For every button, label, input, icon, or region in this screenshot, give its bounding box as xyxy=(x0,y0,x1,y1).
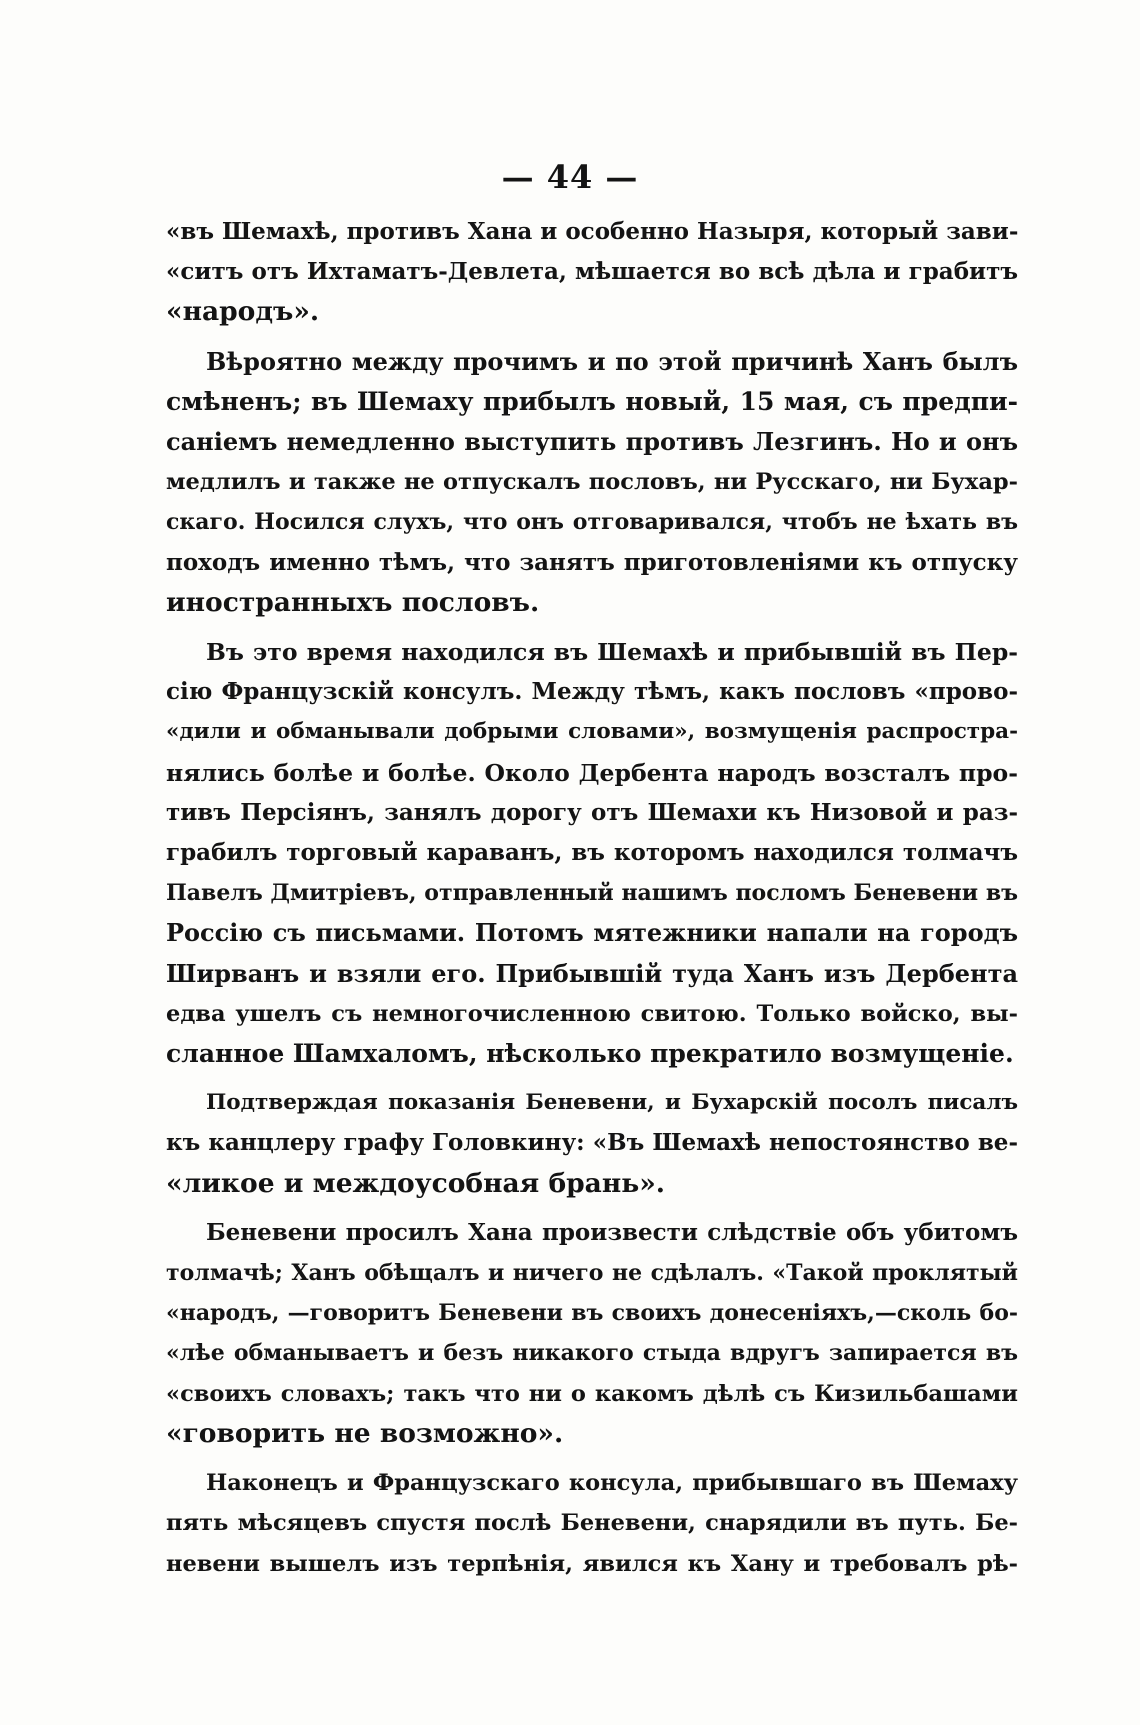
text-line: саніемъ немедленно выступить противъ Лезгинъ. Но и онъ xyxy=(166,427,1018,457)
text-line: тивъ Персіянъ, занялъ дорогу отъ Шемахи къ Низовой и раз- xyxy=(166,798,1018,826)
text-line: «народъ, —говоритъ Беневени въ своихъ донесеніяхъ,—сколь бо- xyxy=(166,1300,1018,1327)
text-line: нялись болѣе и болѣе. Около Дербента народъ возсталъ про- xyxy=(166,758,1018,787)
text-line: Наконецъ и Французскаго консула, прибывшаго въ Шемаху xyxy=(206,1470,1018,1497)
text-line: толмачѣ; Ханъ обѣщалъ и ничего не сдѣлалъ. «Такой проклятый xyxy=(166,1260,1018,1287)
text-line: Россію съ письмами. Потомъ мятежники напали на городъ xyxy=(166,918,1018,948)
paragraph-6 xyxy=(166,1463,1018,1584)
page-number: — 44 — xyxy=(501,158,639,196)
text-line: «ликое и междоусобная брань». xyxy=(166,1167,666,1199)
text-line: Подтверждая показанія Беневени, и Бухарскій посолъ писалъ xyxy=(206,1090,1018,1116)
text-line: «лѣе обманываетъ и безъ никакого стыда вдругъ запирается въ xyxy=(166,1340,1018,1367)
text-line: «ситъ отъ Ихтаматъ-Девлета, мѣшается во всѣ дѣла и грабитъ xyxy=(166,258,1018,286)
text-line: пять мѣсяцевъ спустя послѣ Беневени, снарядили въ путь. Бе- xyxy=(166,1510,1018,1537)
text-line: Беневени просилъ Хана произвести слѣдствіе объ убитомъ xyxy=(206,1218,1018,1246)
text-line: походъ именно тѣмъ, что занятъ приготовленіями къ отпуску xyxy=(166,548,1018,576)
text-line: сію Французскій консулъ. Между тѣмъ, какъ пословъ «прово- xyxy=(166,678,1018,706)
paragraph-2 xyxy=(166,342,1018,623)
text-line: къ канцлеру графу Головкину: «Въ Шемахѣ непостоянство ве- xyxy=(166,1129,1018,1157)
text-line: «говорить не возможно». xyxy=(166,1417,564,1449)
text-line: грабилъ торговый караванъ, въ которомъ находился толмачъ xyxy=(166,839,1018,867)
text-line: смѣненъ; въ Шемаху прибылъ новый, 15 мая, съ предпи- xyxy=(166,386,1018,416)
paragraph-1 xyxy=(166,212,1018,333)
text-line: «въ Шемахѣ, противъ Хана и особенно Назыря, который зави- xyxy=(166,218,1018,245)
body-text xyxy=(166,212,1018,1593)
text-line: Въ это время находился въ Шемахѣ и прибывшій въ Пер- xyxy=(206,638,1018,667)
text-line: «своихъ словахъ; такъ что ни о какомъ дѣлѣ съ Кизильбашами xyxy=(166,1380,1018,1407)
text-line: Павелъ Дмитріевъ, отправленный нашимъ посломъ Беневени въ xyxy=(166,880,1018,907)
text-line: едва ушелъ съ немногочисленною свитою. Только войско, вы- xyxy=(166,1000,1018,1027)
text-line: «народъ». xyxy=(166,296,320,328)
text-line: иностранныхъ пословъ. xyxy=(166,586,540,618)
text-line: «дили и обманывали добрыми словами», возмущенія распростра- xyxy=(166,719,1018,745)
text-line: Вѣроятно между прочимъ и по этой причинѣ Ханъ былъ xyxy=(206,346,1018,376)
text-line: сланное Шамхаломъ, нѣсколько прекратило возмущеніе. xyxy=(166,1039,1014,1069)
paragraph-3 xyxy=(166,632,1018,1074)
text-line: медлилъ и также не отпускалъ пословъ, ни Русскаго, ни Бухар- xyxy=(166,469,1018,496)
text-line: скаго. Носился слухъ, что онъ отговаривался, чтобъ не ѣхать въ xyxy=(166,509,1018,536)
paragraph-5 xyxy=(166,1213,1018,1454)
text-line: Ширванъ и взяли его. Прибывшій туда Ханъ изъ Дербента xyxy=(166,958,1018,988)
text-line: невени вышелъ изъ терпѣнія, явился къ Хану и требовалъ рѣ- xyxy=(166,1550,1018,1577)
paragraph-4 xyxy=(166,1083,1018,1204)
